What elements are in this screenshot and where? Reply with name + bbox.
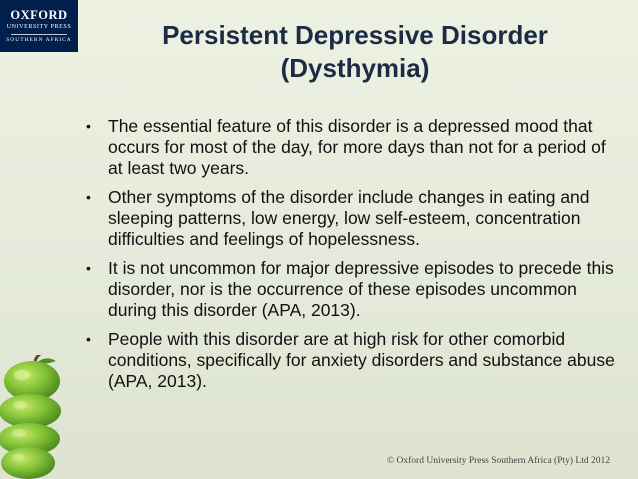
- copyright-notice: © Oxford University Press Southern Africa (Pty) Ltd 2012: [386, 456, 610, 466]
- title-line-1: Persistent Depressive Disorder: [162, 20, 548, 50]
- logo-line2: SOUTHERN AFRICA: [6, 37, 72, 43]
- bullet-marker: •: [86, 331, 91, 347]
- logo-divider: [11, 34, 67, 35]
- bullet-text: It is not uncommon for major depressive episodes to precede this disorder, nor is the occurrence of these episodes uncommon during this disorder (APA, 2013).: [108, 258, 614, 320]
- bullet-marker: •: [86, 189, 91, 205]
- bullet-item: [82, 116, 622, 179]
- bullet-text: The essential feature of this disorder is a depressed mood that occurs for most of the day, for more days than not for a period of at least two years.: [108, 116, 606, 178]
- logo-line1: UNIVERSITY PRESS: [6, 24, 72, 30]
- bullet-item: [82, 187, 622, 250]
- title-line-2: (Dysthymia): [280, 53, 430, 83]
- slide-title: [100, 19, 610, 85]
- bullet-item: [82, 258, 622, 321]
- bullet-text: Other symptoms of the disorder include changes in eating and sleeping patterns, low energy, low self-esteem, concentration difficulties and feelings of hopelessness.: [108, 187, 590, 249]
- green-apple-icon: [0, 355, 70, 479]
- bullet-marker: •: [86, 260, 91, 276]
- oxford-logo: [0, 0, 78, 52]
- logo-name: OXFORD: [10, 8, 68, 22]
- bullet-item: [82, 329, 622, 392]
- bullet-list: [82, 116, 622, 400]
- bullet-text: People with this disorder are at high risk for other comorbid conditions, specifically for anxiety disorders and substance abuse (APA, 2013).: [108, 329, 615, 391]
- bullet-marker: •: [86, 118, 91, 134]
